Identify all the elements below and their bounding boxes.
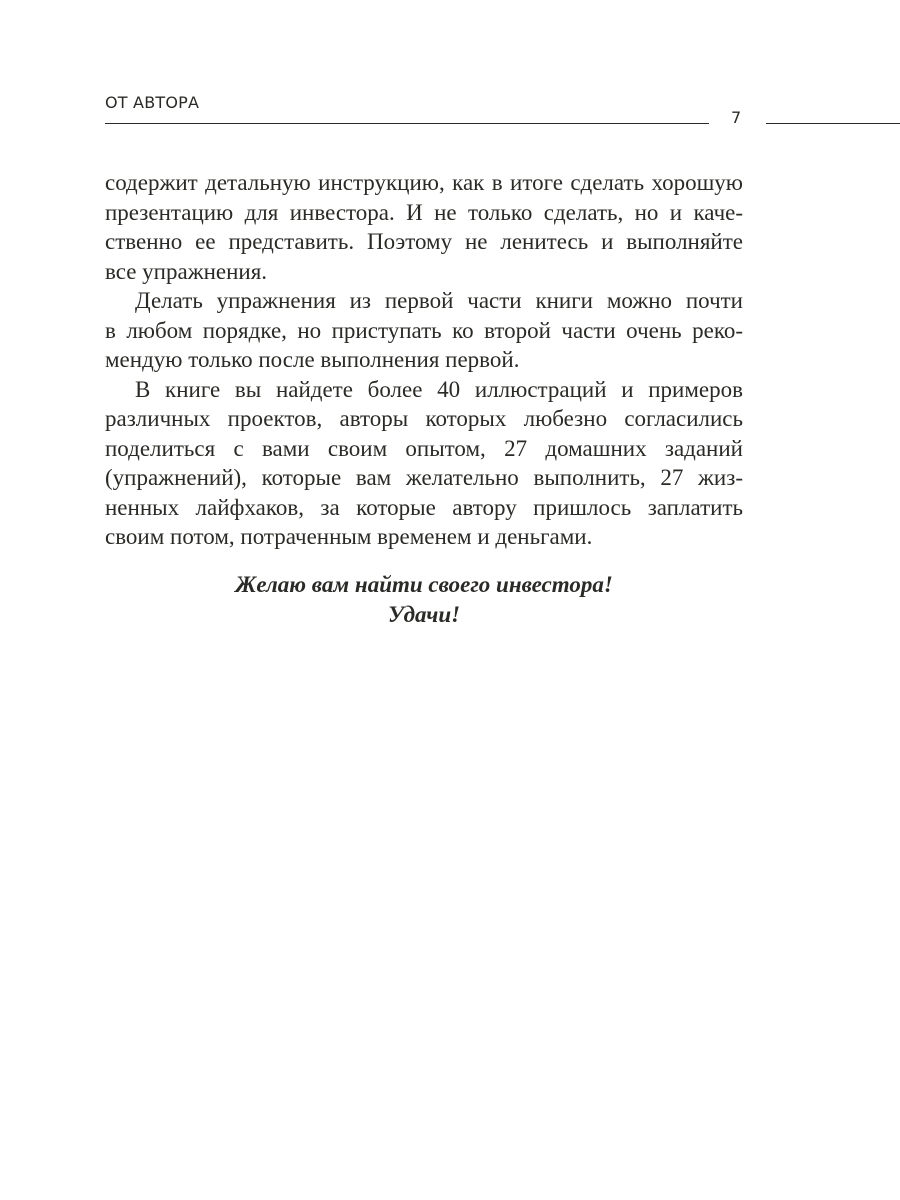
- paragraph: [105, 286, 743, 375]
- closing-line: Желаю вам найти своего инвестора!: [235, 572, 613, 597]
- text-line: своим потом, потраченным временем и деньгами.: [105, 524, 593, 549]
- text-line: в любом порядке, но приступать ко второй части очень реко-: [105, 317, 743, 343]
- header-rule-right: [766, 123, 900, 124]
- closing-wish: [105, 570, 743, 630]
- text-line: ственно ее представить. Поэтому не ленитесь и выполняйте: [105, 229, 743, 254]
- header-rule-left: [105, 123, 709, 124]
- text-line: различных проектов, авторы которых любезно согласились: [105, 406, 743, 431]
- page-number: 7: [731, 108, 742, 127]
- text-line: В книге вы найдете более 40 иллюстраций и примеров: [135, 376, 743, 402]
- running-head-title: ОТ АВТОРА: [105, 93, 200, 112]
- text-line: поделиться с вами своим опытом, 27 домашних заданий: [105, 435, 743, 461]
- text-line: мендую только после выполнения первой.: [105, 347, 520, 372]
- text-line: все упражнения.: [105, 258, 268, 284]
- paragraph: [105, 168, 743, 286]
- text-line: ненных лайфхаков, за которые автору пришлось заплатить: [105, 494, 743, 520]
- text-line: Делать упражнения из первой части книги можно почти: [135, 288, 743, 313]
- closing-line: Удачи!: [387, 602, 461, 627]
- text-line: (упражнений), которые вам желательно выполнить, 27 жиз-: [105, 465, 743, 490]
- body-text: [105, 168, 743, 552]
- text-line: презентацию для инвестора. И не только сделать, но и каче-: [105, 199, 743, 225]
- paragraph: [105, 375, 743, 552]
- text-line: содержит детальную инструкцию, как в итоге сделать хорошую: [105, 170, 743, 195]
